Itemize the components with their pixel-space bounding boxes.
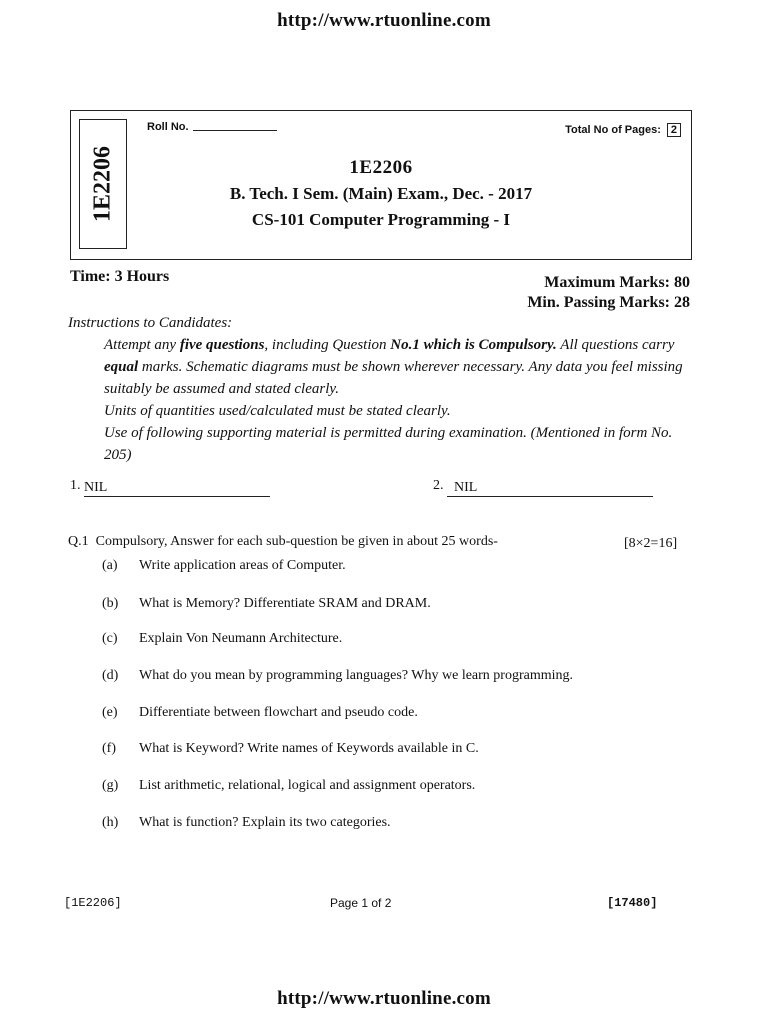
question-marks: [8×2=16] <box>624 536 678 551</box>
footer-paper-code: [1E2206] <box>64 896 122 910</box>
material-value-1: NIL <box>84 480 270 497</box>
footer-serial-number: [17480] <box>607 896 658 910</box>
material-value-2: NIL <box>447 480 653 497</box>
total-pages-label: Total No of Pages: <box>565 124 661 136</box>
max-marks: Maximum Marks: 80 <box>544 274 690 291</box>
sub-question-d: (d) What do you mean by programming languages? Why we learn programming. <box>102 668 574 683</box>
sub-question-c: (c) Explain Von Neumann Architecture. <box>102 631 343 646</box>
footer-page-number: Page 1 of 2 <box>330 896 392 910</box>
exam-title: B. Tech. I Sem. (Main) Exam., Dec. - 2017 <box>229 184 533 203</box>
instructions-title: Instructions to Candidates: <box>68 315 233 331</box>
instructions-body <box>104 334 690 466</box>
site-url-bottom: http://www.rtuonline.com <box>277 988 491 1009</box>
instruction-2: Units of quantities used/calculated must be stated clearly. <box>104 403 451 419</box>
question-text: Compulsory, Answer for each sub-question be given in about 25 words- <box>95 534 498 549</box>
site-url-top: http://www.rtuonline.com <box>277 10 491 31</box>
instruction-3: Use of following supporting material is permitted during examination. (Mentioned in form No. 205) <box>104 425 673 463</box>
marks-info <box>527 273 690 313</box>
instruction-1: Attempt any five questions, including Question No.1 which is Compulsory. All questions carry equal marks. Schematic diagrams must be shown wherever necessary. Any data you feel missing suitably be assumed and stated clearly. <box>104 337 683 397</box>
exam-time: Time: 3 Hours <box>70 268 170 285</box>
course-title: CS-101 Computer Programming - I <box>251 210 511 229</box>
sub-question-h: (h) What is function? Explain its two categories. <box>102 815 391 830</box>
paper-code-title: 1E2206 <box>349 157 413 178</box>
sub-question-g: (g) List arithmetic, relational, logical and assignment operators. <box>102 778 476 793</box>
sub-question-f: (f) What is Keyword? Write names of Keywords available in C. <box>102 741 479 756</box>
total-pages <box>565 123 681 137</box>
sub-question-a: (a) Write application areas of Computer. <box>102 558 346 573</box>
roll-label: Roll No. <box>147 121 189 133</box>
total-pages-value: 2 <box>667 123 681 137</box>
question-heading <box>68 534 498 550</box>
sub-question-b: (b) What is Memory? Differentiate SRAM and DRAM. <box>102 596 431 611</box>
min-marks: Min. Passing Marks: 28 <box>527 294 690 311</box>
material-item-2: 2. NIL <box>433 478 653 497</box>
material-item-1: 1. NIL <box>70 478 270 497</box>
roll-number-field <box>147 121 277 133</box>
exam-header-box <box>70 110 692 260</box>
roll-blank <box>193 130 277 131</box>
sub-question-e: (e) Differentiate between flowchart and pseudo code. <box>102 705 418 720</box>
question-label: Q.1 <box>68 534 89 549</box>
paper-code-vertical: 1E2206 <box>89 145 116 223</box>
